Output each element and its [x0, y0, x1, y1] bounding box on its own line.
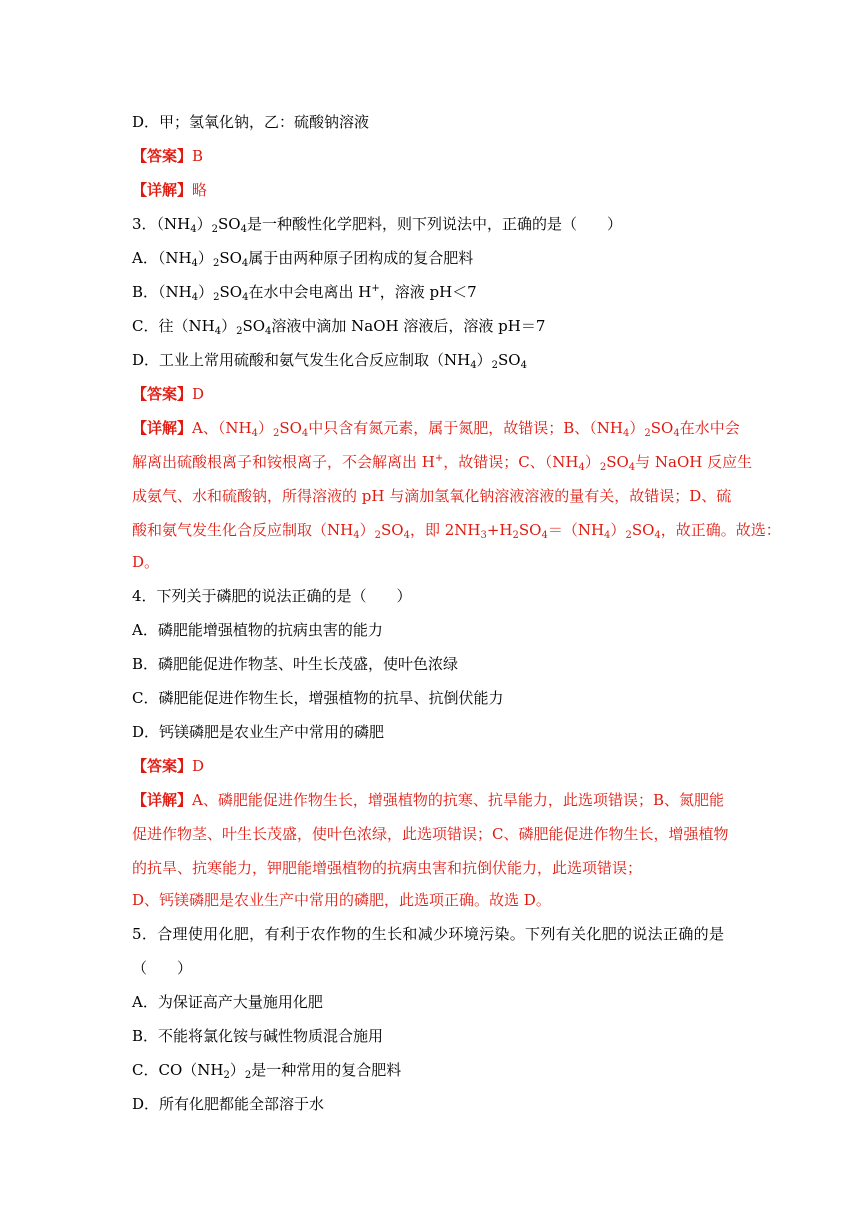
q4-detail-line-1: 【详解】A、磷肥能促进作物生长，增强植物的抗寒、抗旱能力，此选项错误；B、氮肥能 — [132, 791, 724, 809]
q4-detail-line-4: D、钙镁磷肥是农业生产中常用的磷肥，此选项正确。故选 D。 — [132, 891, 551, 909]
q3-option-b: B．$(NH_4)_2SO_4$在水中会电离出 H+，溶液 pH＜7 — [132, 283, 477, 303]
q5-stem-line-1: 5．合理使用化肥，有利于农作物的生长和减少环境污染。下列有关化肥的说法正确的是 — [132, 925, 724, 943]
q3-answer: 【答案】D — [132, 385, 205, 403]
q3-detail-line-3: 成氨气、水和硫酸钠，所得溶液的 pH 与滴加氢氧化钠溶液溶液的量有关，故错误；D、硫 — [132, 487, 732, 505]
q4-answer: 【答案】D — [132, 757, 205, 775]
q4-option-c: C．磷肥能促进作物生长，增强植物的抗旱、抗倒伏能力 — [132, 689, 504, 707]
q3-option-a: A．$(NH_4)_2SO_4$属于由两种原子团构成的复合肥料 — [132, 249, 474, 269]
q2-answer: 【答案】B — [132, 147, 204, 165]
q4-option-a: A．磷肥能增强植物的抗病虫害的能力 — [132, 621, 383, 639]
q4-detail-line-3: 的抗旱、抗寒能力，钾肥能增强植物的抗病虫害和抗倒伏能力，此选项错误； — [132, 859, 643, 877]
q3-stem: 3．$(NH_4)_2SO_4$是一种酸性化学肥料，则下列说法中，正确的是（ ） — [132, 215, 622, 235]
q5-option-a: A．为保证高产大量施用化肥 — [132, 993, 323, 1011]
q4-option-d: D．钙镁磷肥是农业生产中常用的磷肥 — [132, 723, 385, 741]
q5-option-c: C．$CO(NH_2)_2$是一种常用的复合肥料 — [132, 1061, 402, 1081]
q4-stem: 4．下列关于磷肥的说法正确的是（ ） — [132, 587, 412, 605]
q3-detail-line-1: 【详解】A、$(NH_4)_2SO_4$中只含有氮元素，属于氮肥，故错误；B、$(NH_4)_2SO_4$在水中会 — [132, 419, 740, 439]
q5-option-b: B．不能将氯化铵与碱性物质混合施用 — [132, 1027, 384, 1045]
q2-detail: 【详解】略 — [132, 181, 208, 199]
q4-option-b: B．磷肥能促进作物茎、叶生长茂盛，使叶色浓绿 — [132, 655, 459, 673]
q5-stem-line-2: （ ） — [132, 959, 193, 977]
q5-option-d: D．所有化肥都能全部溶于水 — [132, 1095, 325, 1113]
q3-option-c: C．往$(NH_4)_2SO_4$溶液中滴加 NaOH 溶液后，溶液 pH＝7 — [132, 317, 546, 337]
q3-detail-line-5: D。 — [132, 553, 160, 571]
q3-option-d: D．工业上常用硫酸和氨气发生化合反应制取$(NH_4)_2SO_4$ — [132, 351, 527, 371]
q4-detail-line-2: 促进作物茎、叶生长茂盛，使叶色浓绿，此选项错误；C、磷肥能促进作物生长，增强植物 — [132, 825, 729, 843]
q3-detail-line-2: 解离出硫酸根离子和铵根离子，不会解离出 H+，故错误；C、$(NH_4)_2SO_4$与 NaOH 反应生 — [132, 453, 753, 473]
q2-option-d: D．甲；氢氧化钠，乙：硫酸钠溶液 — [132, 113, 370, 131]
q3-detail-line-4: 酸和氨气发生化合反应制取$(NH_4)_2SO_4$，即 $2NH_3+H_2SO_4=(NH_4)_2SO_4$，故正确。故选： — [132, 521, 781, 541]
